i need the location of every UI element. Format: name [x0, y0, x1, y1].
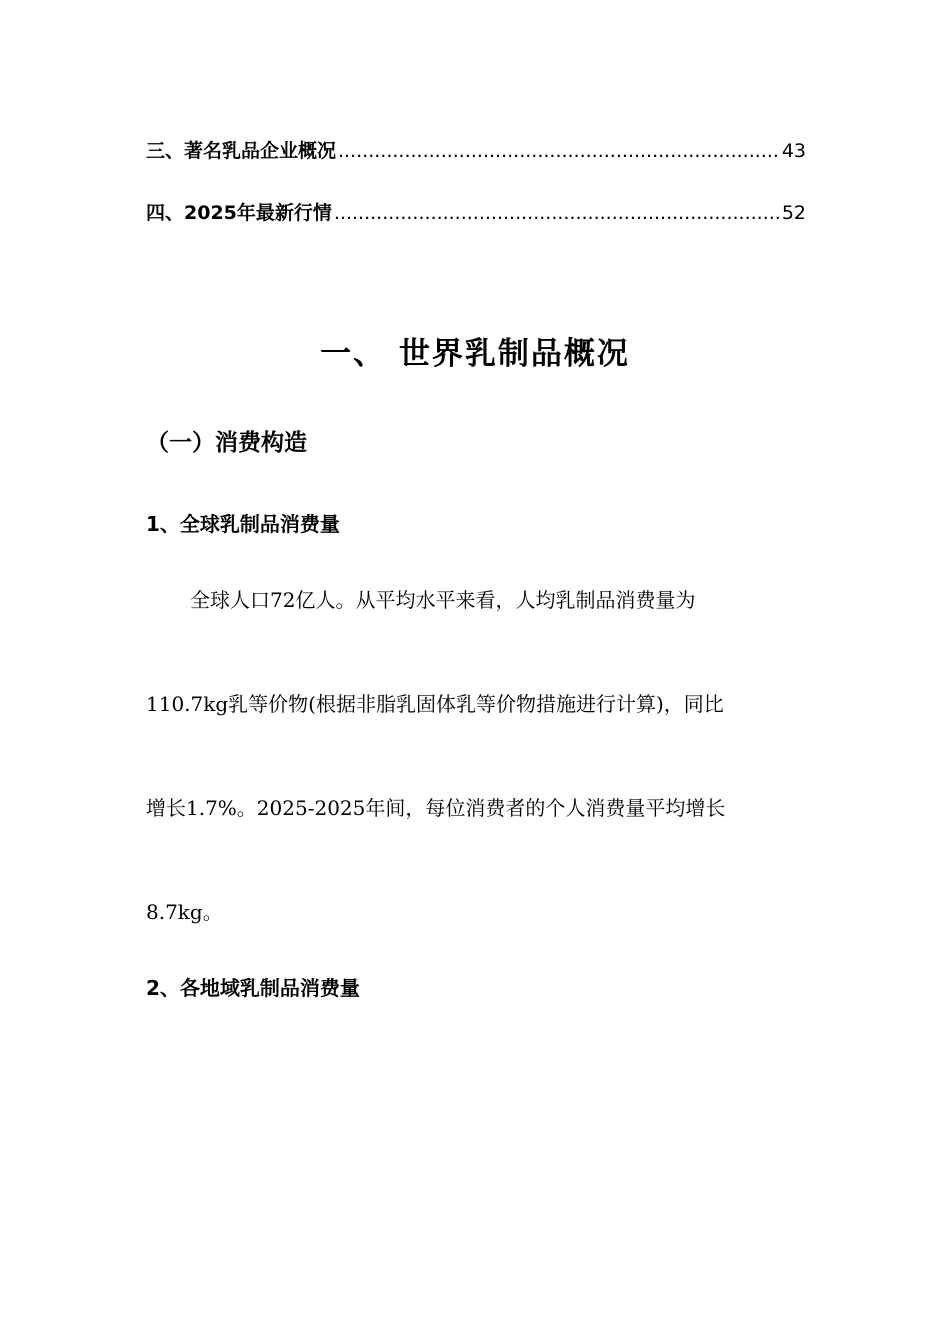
chapter-title: 一、 世界乳制品概况: [320, 336, 630, 372]
toc-page-number: 52: [781, 202, 806, 224]
subsection-title-global: 1、全球乳制品消费量: [146, 512, 340, 536]
toc-entry-market[interactable]: [146, 198, 806, 232]
subsection-title-regional: 2、各地域乳制品消费量: [146, 976, 360, 1000]
paragraph-line: 8.7kg。: [146, 900, 223, 924]
toc-dot-leader: [334, 202, 780, 224]
paragraph-line: 全球人口72亿人。从平均水平来看，人均乳制品消费量为: [190, 588, 696, 612]
paragraph-line: 110.7kg乳等价物(根据非脂乳固体乳等价物措施进行计算)，同比: [146, 692, 724, 716]
toc-dot-leader: [338, 140, 780, 162]
toc-entry-label: 四、2025年最新行情: [146, 202, 332, 224]
toc-entry-companies[interactable]: [146, 136, 806, 170]
toc-entry-label: 三、著名乳品企业概况: [146, 140, 337, 162]
paragraph-line: 增长1.7%。2025-2025年间，每位消费者的个人消费量平均增长: [146, 796, 726, 820]
section-title: （一）消费构造: [146, 430, 307, 456]
toc-page-number: 43: [781, 140, 806, 162]
